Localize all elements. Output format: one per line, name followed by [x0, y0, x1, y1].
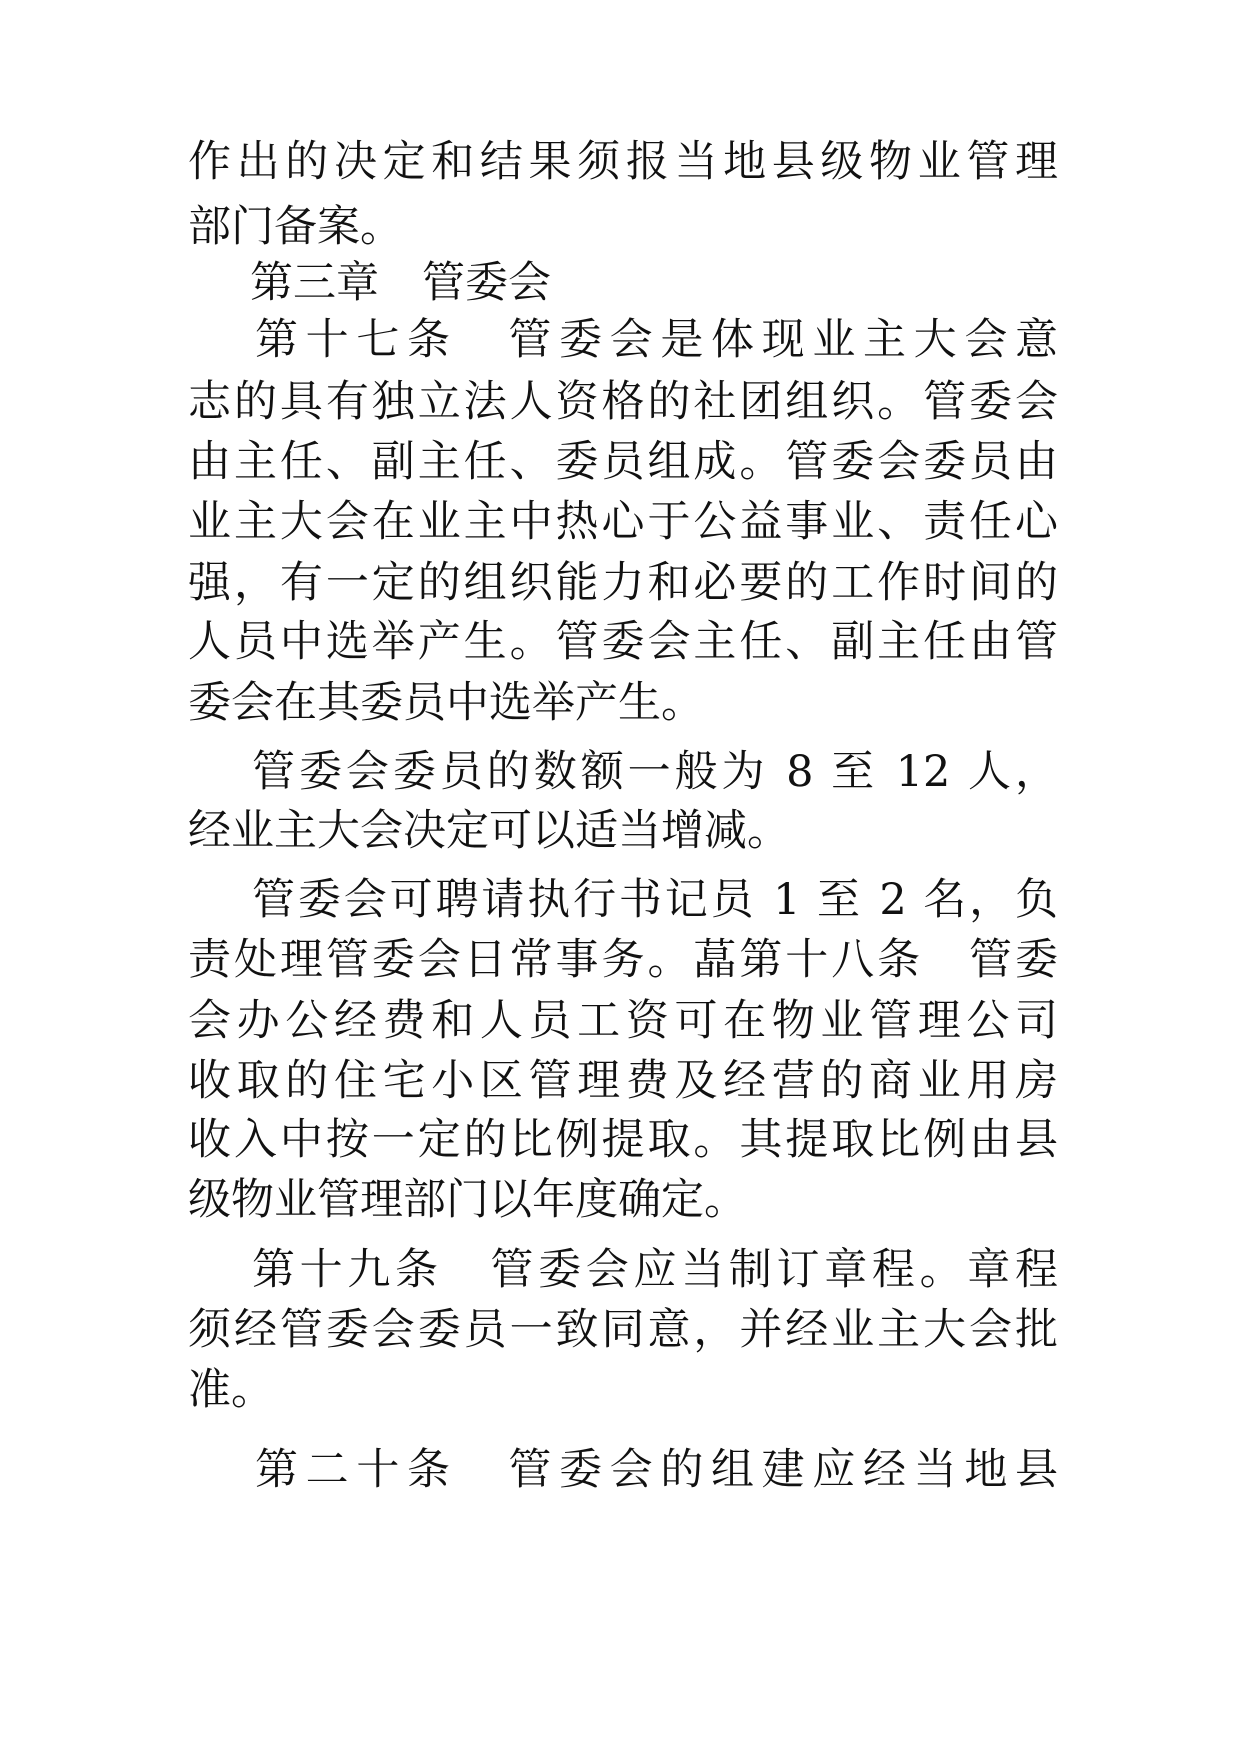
text-line: 业主大会在业主中热心于公益事业、责任心 [188, 497, 1058, 547]
text-line: 收入中按一定的比例提取。其提取比例由县 [188, 1115, 1058, 1165]
text-line: 部门备案。 [188, 202, 403, 252]
text-line: 准。 [188, 1365, 274, 1415]
article-20-start: 第二十条 管委会的组建应经当地县 [255, 1445, 1058, 1495]
chapter-heading: 第三章 管委会 [250, 258, 551, 308]
text-line: 人员中选举产生。管委会主任、副主任由管 [188, 617, 1058, 667]
paragraph-start: 管委会可聘请执行书记员 1 至 2 名，负 [252, 875, 1058, 925]
text-line: 会办公经费和人员工资可在物业管理公司 [188, 996, 1058, 1046]
text-line: 作出的决定和结果须报当地县级物业管理 [188, 137, 1058, 187]
text-line: 须经管委会委员一致同意，并经业主大会批 [188, 1305, 1058, 1355]
text-line: 责处理管委会日常事务。蕌第十八条 管委 [188, 935, 1058, 985]
text-line: 强，有一定的组织能力和必要的工作时间的 [188, 558, 1058, 608]
text-line: 委会在其委员中选举产生。 [188, 678, 704, 728]
text-line: 志的具有独立法人资格的社团组织。管委会 [188, 377, 1058, 427]
text-line: 收取的住宅小区管理费及经营的商业用房 [188, 1056, 1058, 1106]
text-line: 经业主大会决定可以适当增减。 [188, 806, 790, 856]
text-line: 级物业管理部门以年度确定。 [188, 1175, 747, 1225]
text-line: 由主任、副主任、委员组成。管委会委员由 [188, 437, 1058, 487]
article-17-start: 第十七条 管委会是体现业主大会意 [255, 315, 1058, 365]
paragraph-start: 管委会委员的数额一般为 8 至 12 人， [252, 747, 1058, 797]
article-19-start: 第十九条 管委会应当制订章程。章程 [252, 1245, 1058, 1295]
